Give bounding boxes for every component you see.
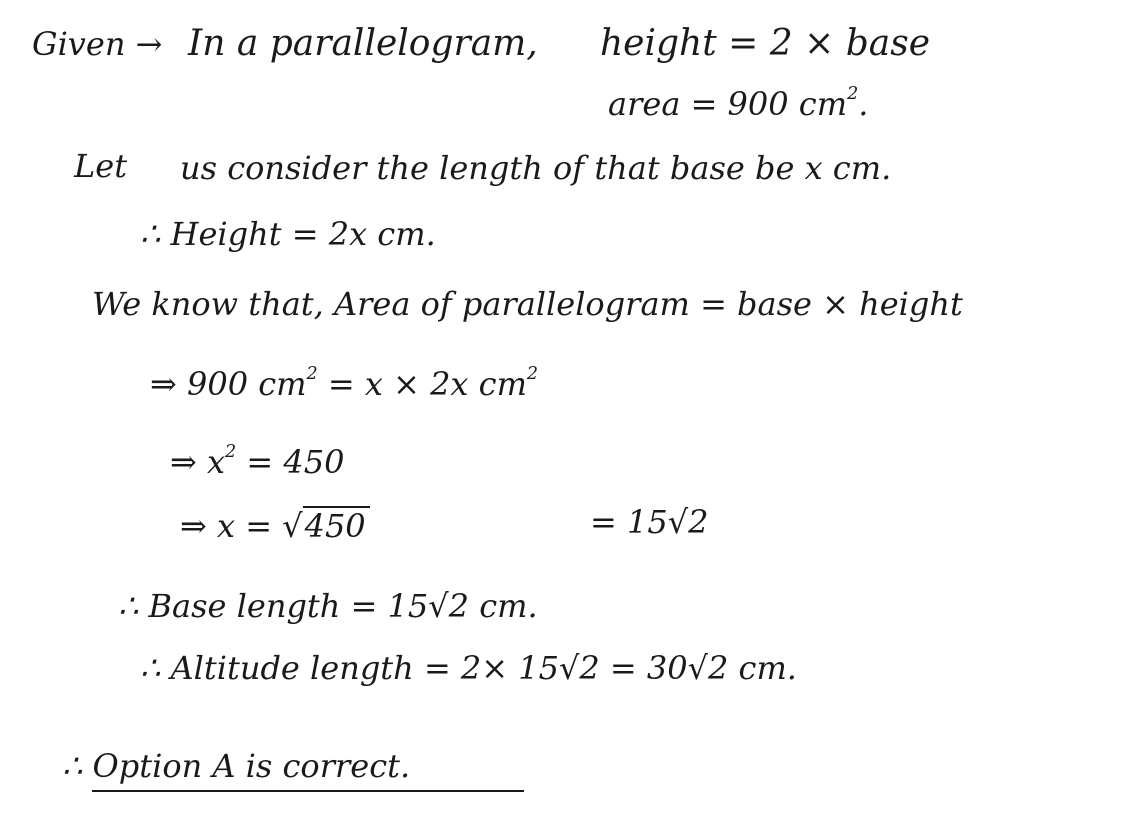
step3-result: = 15√2	[590, 503, 709, 541]
given-area-text: area = 900 cm	[608, 85, 848, 123]
conclusion-line: ∴ Option A is correct.	[62, 747, 411, 785]
base-length-line: ∴ Base length = 15√2 cm.	[118, 587, 538, 625]
given-area-end: .	[858, 85, 869, 123]
step2-sup: 2	[225, 442, 237, 463]
step1-sup2: 2	[526, 364, 539, 385]
step2-prefix: ⇒ x	[170, 443, 226, 481]
given-text: In a parallelogram,	[188, 23, 538, 64]
let-label: Let	[74, 147, 128, 185]
step3-radicand: 450	[303, 506, 370, 542]
step1-mid: = x × 2x cm	[317, 365, 527, 403]
given-height: height = 2 × base	[600, 23, 930, 64]
conclusion-underline	[92, 790, 524, 792]
know-line: We know that, Area of parallelogram = base × height	[92, 285, 963, 323]
given-area	[608, 84, 869, 123]
step2-rest: = 450	[236, 443, 345, 481]
step2	[170, 442, 345, 481]
given-label: Given →	[32, 25, 163, 63]
step3-prefix: ⇒ x = √	[180, 507, 303, 545]
step1-sup: 2	[306, 364, 318, 385]
step1	[150, 364, 539, 403]
altitude-length-line: ∴ Altitude length = 2× 15√2 = 30√2 cm.	[140, 649, 797, 687]
let-text: us consider the length of that base be x cm.	[180, 149, 892, 187]
height-line: ∴ Height = 2x cm.	[140, 215, 436, 253]
step1-prefix: ⇒ 900 cm	[150, 365, 307, 403]
step3	[180, 506, 370, 545]
given-area-sup: 2	[847, 84, 859, 105]
